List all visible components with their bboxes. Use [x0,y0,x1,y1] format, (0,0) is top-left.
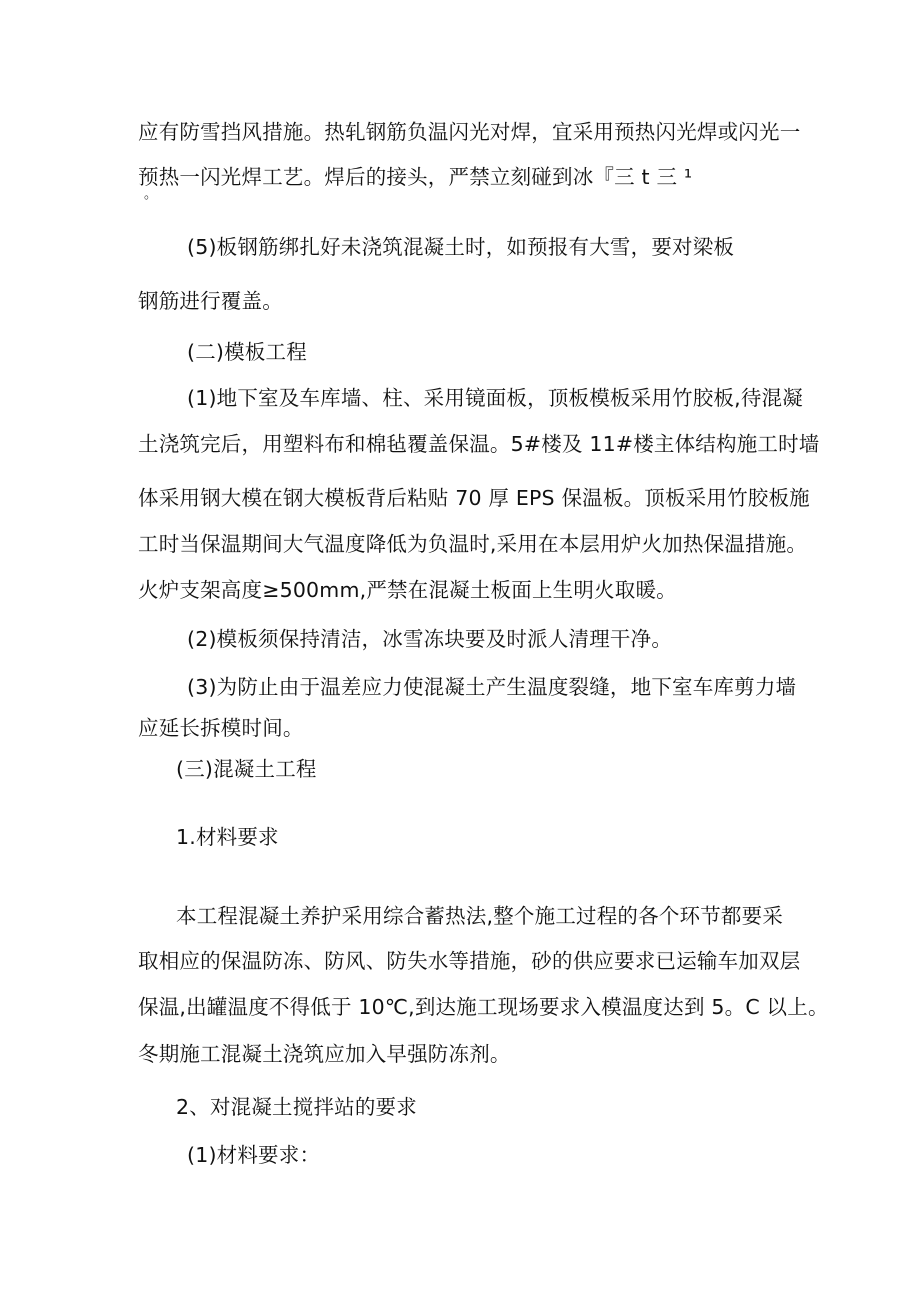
text-line: (1)材料要求： [187,1143,321,1167]
text-line: (3)为防止由于温差应力使混凝土产生温度裂缝，地下室车库剪力墙 [187,675,797,699]
text-line: 体采用钢大模在钢大模板背后粘贴 70 厚 EPS 保温板。顶板采用竹胶板施 [138,486,810,510]
text-line: 应延长拆模时间。 [138,716,304,740]
text-line: 应有防雪挡风措施。热轧钢筋负温闪光对焊，宜采用预热闪光焊或闪光一 [138,120,801,144]
text-line: 本工程混凝土养护采用综合蓄热法,整个施工过程的各个环节都要采 [176,904,784,928]
section-heading: (三)混凝土工程 [176,757,317,781]
subsection-heading: 2、对混凝土搅拌站的要求 [176,1095,417,1119]
text-line: 工时当保温期间大气温度降低为负温时,采用在本层用炉火加热保温措施。 [138,532,808,556]
text-line: 。 [144,187,158,202]
text-line: (5)板钢筋绑扎好未浇筑混凝土时，如预报有大雪，要对梁板 [187,235,735,259]
text-line: 土浇筑完后，用塑料布和棉毡覆盖保温。5#楼及 11#楼主体结构施工时墙 [138,432,820,456]
text-line: 取相应的保温防冻、防风、防失水等措施，砂的供应要求已运输车加双层 [138,949,801,973]
text-line: 保温,出罐温度不得低于 10℃,到达施工现场要求入模温度达到 5。C 以上。 [138,995,829,1019]
text-line: 火炉支架高度≥500mm,严禁在混凝土板面上生明火取暖。 [138,578,677,602]
text-line: (1)地下室及车库墙、柱、采用镜面板，顶板模板采用竹胶板,待混凝 [187,386,803,410]
section-heading: (二)模板工程 [187,340,307,364]
text-line: 预热一闪光焊工艺。焊后的接头，严禁立刻碰到冰『三 t 三 ¹ [138,165,693,189]
text-line: (2)模板须保持清洁，冰雪冻块要及时派人清理干净。 [187,627,673,651]
text-line: 冬期施工混凝土浇筑应加入早强防冻剂。 [138,1042,511,1066]
text-line: 钢筋进行覆盖。 [138,289,283,313]
subsection-heading: 1.材料要求 [176,825,279,849]
